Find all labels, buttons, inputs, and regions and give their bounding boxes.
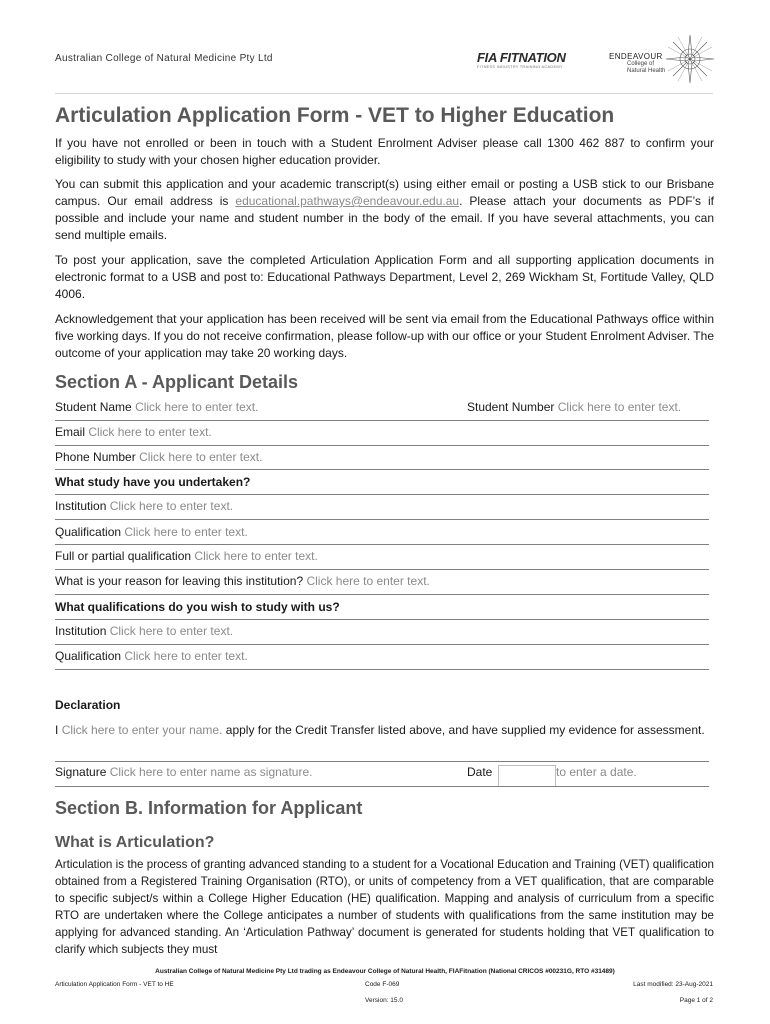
institution-2-row: [55, 624, 709, 638]
qualification-row: [55, 525, 709, 539]
qualification-2-field[interactable]: Click here to enter text.: [124, 649, 248, 663]
email-field[interactable]: Click here to enter text.: [88, 425, 212, 439]
footer-doc-name: Articulation Application Form - VET to HE: [55, 981, 174, 988]
institution-row: [55, 499, 709, 513]
endeavour-logo-line1: ENDEAVOUR: [609, 52, 663, 61]
footer-code: Code F-069: [365, 981, 400, 988]
header-divider: [55, 93, 713, 94]
row-divider: [55, 669, 709, 670]
section-a-heading: Section A - Applicant Details: [55, 372, 299, 392]
articulation-body: Articulation is the process of granting advanced standing to a student for a Vocational Education and Training (VET) qualification obtained from a Registered Training Organisation (RTO), or units of competency from a VET qualification, that are comparable to specific subject/s within a College Higher Education (HE) qualification. Mapping and analysis of curriculum from a specific RTO are undertaken where the College anticipates a number of students with qualifications from the same institution may be applying for advanced standing. An ‘Articulation Pathway’ document is generated for students holding that VET qualification to clarify which subjects they must: [55, 858, 714, 956]
footer-version: Version: 15.0: [365, 997, 403, 1004]
row-divider: [55, 761, 709, 762]
signature-label: Signature: [55, 765, 107, 779]
student-name-field[interactable]: Click here to enter text.: [135, 400, 259, 414]
study-undertaken-heading: What study have you undertaken?: [55, 475, 251, 489]
endeavour-logo-line3: Natural Health: [627, 68, 666, 74]
section-b-heading: Section B. Information for Applicant: [55, 798, 363, 818]
intro-paragraph-2: [55, 176, 714, 244]
qualification-2-label: Qualification: [55, 649, 122, 663]
row-divider: [55, 786, 709, 787]
student-name-label: Student Name: [55, 400, 132, 414]
row-divider: [55, 445, 709, 446]
student-number-row: [467, 400, 681, 414]
fia-logo-subtext: FITNESS INDUSTRY TRAINING ACADEMY: [477, 64, 563, 69]
row-divider: [55, 469, 709, 470]
qualification-label: Qualification: [55, 525, 122, 539]
row-divider: [55, 569, 709, 570]
row-divider: [55, 519, 709, 520]
articulation-subheading: What is Articulation?: [55, 834, 215, 851]
footer-page-number: Page 1 of 2: [679, 997, 713, 1004]
email-row: [55, 425, 709, 439]
full-partial-row: [55, 549, 709, 563]
row-divider: [55, 594, 709, 595]
email-link[interactable]: educational.pathways@endeavour.edu.au: [235, 194, 460, 208]
institution-label: Institution: [55, 499, 107, 513]
row-divider: [55, 544, 709, 545]
date-row: [467, 765, 492, 779]
intro-paragraph-1: If you have not enrolled or been in touch with a Student Enrolment Adviser please call 1300 462 887 to confirm your eligibility to study with your chosen higher education provider.: [55, 136, 714, 167]
signature-field[interactable]: Click here to enter name as signature.: [109, 765, 313, 779]
intro-p2-after: . Please attach your documents as PDF’s if possible and include your name and student number in the body of the email. If you have several attachments, you can send multiple emails.: [55, 194, 714, 242]
endeavour-logo-line2: College of: [627, 61, 655, 67]
phone-label: Phone Number: [55, 450, 136, 464]
reason-field[interactable]: Click here to enter text.: [306, 574, 430, 588]
intro-p2-before: You can submit this application and your academic transcript(s) using either email or posting a USB stick to our Brisbane campus. Our email address is: [55, 177, 714, 208]
row-divider: [55, 619, 709, 620]
fia-fitnation-logo: [477, 50, 566, 69]
declaration-statement: [55, 722, 709, 739]
row-divider: [55, 420, 709, 421]
full-partial-field[interactable]: Click here to enter text.: [194, 549, 318, 563]
footer-legal-line: Australian College of Natural Medicine Pty Ltd trading as Endeavour College of Natural Health, FIAFitnation (National CRICOS #00231G, RTO #31489): [155, 968, 615, 975]
full-partial-label: Full or partial qualification: [55, 549, 192, 563]
phone-field[interactable]: Click here to enter text.: [139, 450, 263, 464]
qualifications-wish-heading: What qualifications do you wish to study with us?: [55, 600, 340, 614]
institution-2-field[interactable]: Click here to enter text.: [109, 624, 234, 638]
declaration-i: I: [55, 723, 59, 737]
reason-label: What is your reason for leaving this institution?: [55, 574, 304, 588]
footer-modified: Last modified: 23-Aug-2021: [633, 981, 713, 988]
student-number-label: Student Number: [467, 400, 555, 414]
phone-row: [55, 450, 709, 464]
student-number-field[interactable]: Click here to enter text.: [557, 400, 682, 414]
row-divider: [55, 494, 709, 495]
qualification-field[interactable]: Click here to enter text.: [124, 525, 248, 539]
intro-paragraph-4: Acknowledgement that your application has been received will be sent via email from the Educational Pathways office within five working days. If you do not receive confirmation, please follow-up with our office or your Student Enrolment Adviser. The outcome of your application may take 20 working days.: [55, 312, 714, 360]
reason-row: [55, 574, 709, 588]
declaration-name-field[interactable]: Click here to enter your name.: [61, 723, 223, 737]
date-label: Date: [467, 765, 493, 779]
declaration-text: apply for the Credit Transfer listed above, and have supplied my evidence for assessment.: [222, 723, 705, 737]
email-label: Email: [55, 425, 86, 439]
institution-2-label: Institution: [55, 624, 107, 638]
fia-logo-text: FIA FITNATION: [477, 50, 566, 65]
declaration-heading: Declaration: [55, 698, 121, 712]
compass-emblem-icon: [664, 33, 716, 85]
org-name: Australian College of Natural Medicine Pty Ltd: [55, 53, 273, 64]
date-picker-box[interactable]: [498, 765, 556, 787]
document-title: Articulation Application Form - VET to Higher Education: [55, 104, 615, 127]
row-divider: [55, 644, 709, 645]
date-field[interactable]: to enter a date.: [556, 765, 637, 779]
institution-field[interactable]: Click here to enter text.: [109, 499, 234, 513]
qualification-2-row: [55, 649, 709, 663]
endeavour-logo: [609, 52, 665, 75]
intro-paragraph-3: To post your application, save the completed Articulation Application Form and all supporting application documents in electronic format to a USB and post to: Educational Pathways Department, Level 2, 269 Wickham St, Fortitude Valley, QLD 4006.: [55, 253, 714, 301]
